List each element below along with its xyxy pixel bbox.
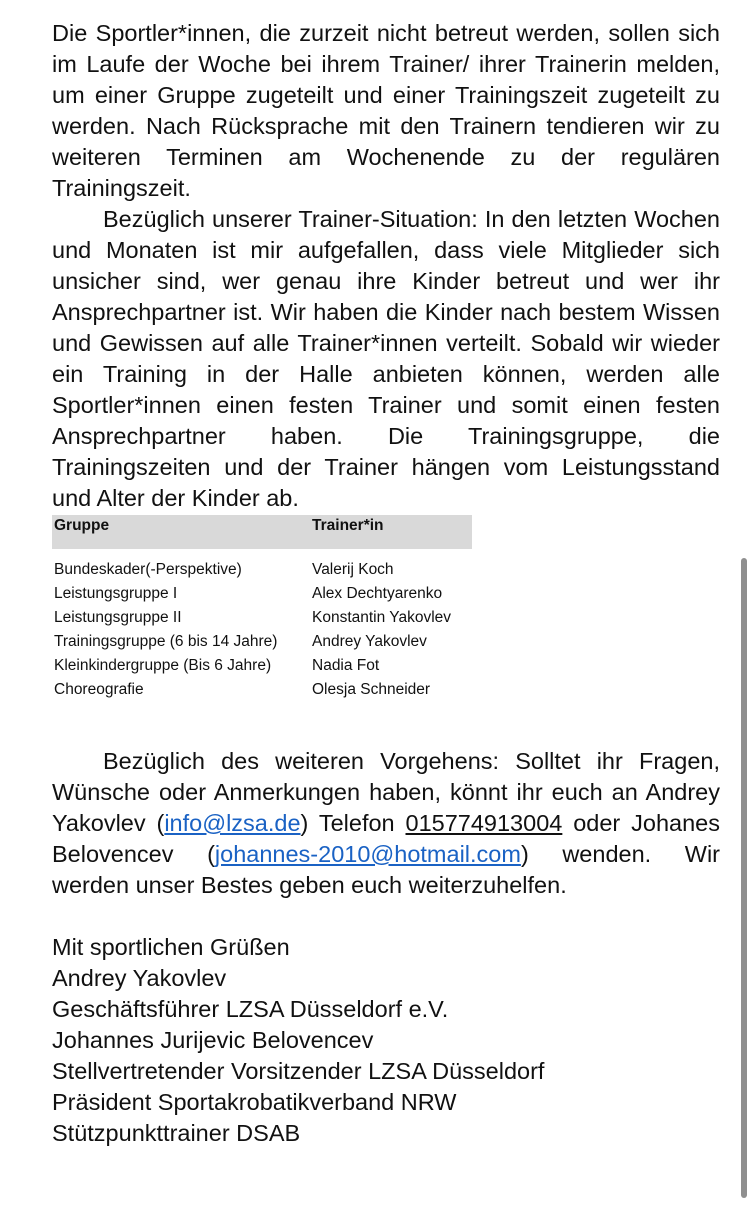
trainer-cell: Nadia Fot (312, 657, 380, 674)
signature-title-1: Geschäftsführer LZSA Düsseldorf e.V. (52, 996, 449, 1022)
group-cell: Leistungsgruppe I (54, 585, 178, 602)
email-link-johannes[interactable]: johannes-2010@hotmail.com (214, 841, 521, 867)
document-page (52, 18, 720, 1149)
table-header-row (52, 515, 472, 549)
signature-name-2: Johannes Jurijevic Belovencev (52, 1027, 374, 1053)
signature-title-3: Präsident Sportakrobatikverband NRW (52, 1089, 457, 1115)
table-row (52, 630, 472, 654)
trainer-cell: Valerij Koch (312, 561, 394, 578)
table-row (52, 678, 472, 702)
contact-text: oder Johanes Belovencev ( (52, 810, 720, 867)
trainer-cell: Olesja Schneider (312, 681, 431, 698)
email-link-info[interactable]: info@lzsa.de (164, 810, 301, 836)
paragraph-athletes-notice: Die Sportler*innen, die zurzeit nicht betreut werden, sollen sich im Laufe der Woche bei ihrem Trainer/ ihrer Trainerin melden, um einer Gruppe zugeteilt und einer Trainingszeit zugeteilt zu werden. Nach Rücksprache mit den Trainern tendieren wir zu weiteren Terminen am Wochenende zu der regulären Trainingszeit. (52, 20, 720, 201)
signature-title-4: Stützpunkttrainer DSAB (52, 1120, 301, 1146)
table-row (52, 582, 472, 606)
group-cell: Trainingsgruppe (6 bis 14 Jahre) (54, 633, 278, 650)
signature-name-1: Andrey Yakovlev (52, 965, 227, 991)
signature-title-2: Stellvertretender Vorsitzender LZSA Düsseldorf (52, 1058, 545, 1084)
group-cell: Kleinkindergruppe (Bis 6 Jahre) (54, 657, 272, 674)
paragraph-trainer-situation: Bezüglich unserer Trainer-Situation: In den letzten Wochen und Monaten ist mir aufgefallen, dass viele Mitglieder sich unsicher sind, wer genau ihre Kinder betreut und wer ihr Ansprechpartner ist. Wir haben die Kinder nach bestem Wissen und Gewissen auf alle Trainer*innen verteilt. Sobald wir wieder ein Training in der Halle anbieten können, werden alle Sportler*innen einen festen Trainer und somit einen festen Ansprechpartner haben. Die Trainingsgruppe, die Trainingszeiten und der Trainer hängen vom Leistungsstand und Alter der Kinder ab. (52, 206, 720, 511)
contact-outro-text: ) wenden. Wir werden unser Bestes geben euch weiterzuhelfen. (52, 841, 720, 898)
scrollbar-thumb[interactable] (741, 558, 747, 1198)
greeting-line: Mit sportlichen Grüßen (52, 934, 290, 960)
paragraph-contact (52, 746, 720, 901)
table-row (52, 606, 472, 630)
contact-text: ) Telefon (300, 810, 406, 836)
trainer-cell: Andrey Yakovlev (312, 633, 427, 650)
group-cell: Leistungsgruppe II (54, 609, 182, 626)
group-cell: Bundeskader(-Perspektive) (54, 561, 242, 578)
spacer (52, 702, 720, 746)
signature-block (52, 932, 720, 1149)
trainer-cell: Alex Dechtyarenko (312, 585, 443, 602)
column-header-trainer: Trainer*in (310, 515, 472, 549)
column-header-group: Gruppe (52, 515, 310, 549)
phone-link[interactable]: 015774913004 (405, 810, 563, 836)
table-row (52, 549, 472, 582)
trainer-cell: Konstantin Yakovlev (312, 609, 452, 626)
table-row (52, 654, 472, 678)
group-cell: Choreografie (54, 681, 144, 698)
trainer-table (52, 515, 472, 702)
contact-intro-text: Bezüglich des weiteren Vorgehens: Solltet ihr Fragen, Wünsche oder Anmerkungen haben, könnt ihr euch an Andrey Yakovlev ( (52, 748, 720, 836)
